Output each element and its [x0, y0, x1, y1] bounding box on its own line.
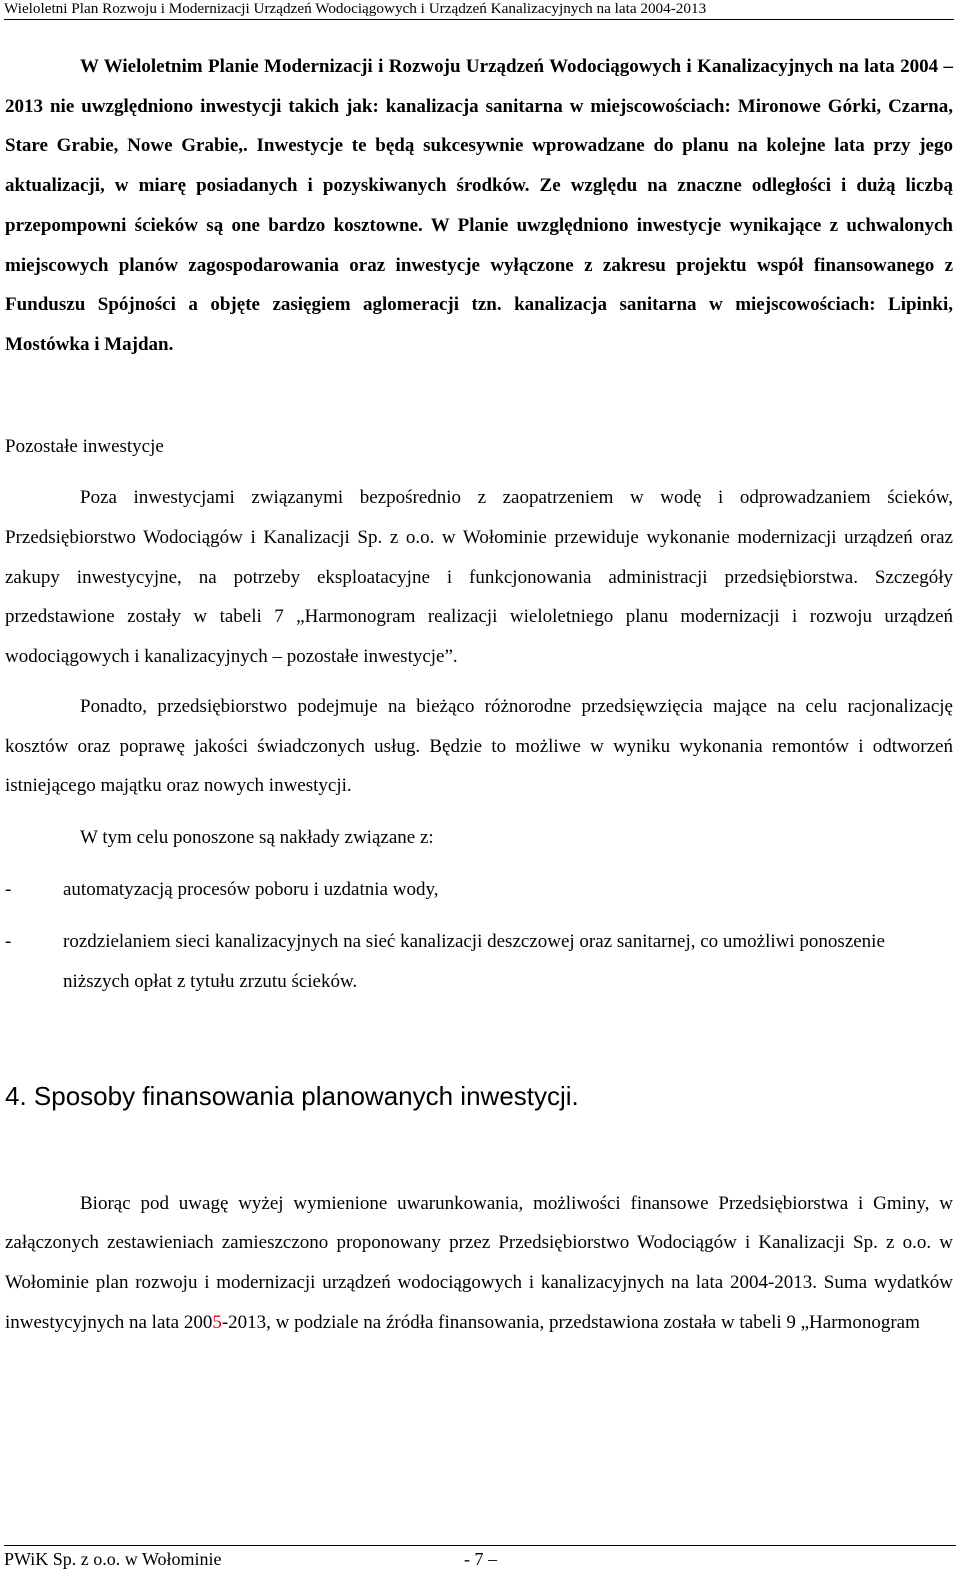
paragraph-cost-rationalization: Ponadto, przedsiębiorstwo podejmuje na bieżąco różnorodne przedsięwzięcia mające na celu racjonalizację kosztów oraz poprawę jakości świadczonych usług. Będzie to możliwe w wyniku wykonania remontów i odtworzeń istniejącego majątku oraz nowych inwestycji. [5, 695, 953, 797]
list-marker: - [5, 878, 12, 900]
footer-company: PWiK Sp. z o.o. w Wołominie [4, 1549, 222, 1569]
paragraph-excluded-investments: W Wieloletnim Planie Modernizacji i Rozwoju Urządzeń Wodociągowych i Kanalizacyjnych na lata 2004 – 2013 nie uwzględniono inwestycji takich jak: kanalizacja sanitarna w miejscowościach: Mironowe Górki, Czarna, Stare Grabie, Nowe Grabie,. Inwestycje te będą sukcesywnie wprowadzane do planu na kolejne lata przy jego aktualizacji, w miarę posiadanych i pozyskiwanych środków. Ze względu na znaczne odległości i dużą liczbą przepompowni ścieków są one bardzo kosztowne. W Planie uwzględniono inwestycje wynikające z uchwalonych miejscowych planów zagospodarowania oraz inwestycje wyłączone z zakresu projektu współ finansowanego z Funduszu Spójności a objęte zasięgiem aglomeracji tzn. kanalizacja sanitarna w miejscowościach: Lipinki, Mostówka i Majdan. [5, 56, 953, 355]
paragraph-financing [5, 1184, 953, 1343]
section-label-other-investments: Pozostałe inwestycje [5, 435, 164, 457]
page-footer [4, 1545, 956, 1569]
paragraph-other-investments: Poza inwestycjami związanymi bezpośrednio z zaopatrzeniem w wodę i odprowadzaniem ścieków, Przedsiębiorstwo Wodociągów i Kanalizacji Sp. z o.o. w Wołominie przewiduje wykonanie modernizacji urządzeń oraz zakupy inwestycyjne, na potrzeby eksploatacyjne i funkcjonowania administracji przedsiębiorstwa. Szczegóły przedstawione zostały w tabeli 7 „Harmonogram realizacji wieloletniego planu modernizacji i rozwoju urządzeń wodociągowych i kanalizacyjnych – pozostałe inwestycje”. [5, 487, 953, 668]
list-marker: - [5, 930, 12, 952]
list-item [5, 870, 953, 910]
page-number: - 7 – [464, 1549, 497, 1569]
running-header-title: Wieloletni Plan Rozwoju i Modernizacji Urządzeń Wodociągowych i Urządzeń Kanalizacyjnych na lata 2004-2013 [4, 0, 707, 17]
list-item-text: rozdzielaniem sieci kanalizacyjnych na sieć kanalizacji deszczowej oraz sanitarnej, co umożliwi ponoszenie niższych opłat z tytułu zrzutu ścieków. [63, 930, 885, 992]
running-header [4, 0, 954, 20]
paragraph-financing-text-end: -2013, w podziale na źródła finansowania, przedstawiona została w tabeli 9 „Harmonogram [221, 1311, 920, 1333]
page-content [5, 47, 953, 1342]
list-item-text: automatyzacją procesów poboru i uzdatnia wody, [63, 878, 439, 900]
section-heading-financing: 4. Sposoby finansowania planowanych inwestycji. [5, 1080, 579, 1111]
list-item [5, 922, 953, 1002]
paragraph-expenditures-intro: W tym celu ponoszone są nakłady związane z: [80, 826, 434, 848]
paragraph-financing-text: Biorąc pod uwagę wyżej wymienione uwarunkowania, możliwości finansowe Przedsiębiorstwa i Gminy, w załączonych zestawieniach zamieszczono proponowany przez Przedsiębiorstwo Wodociągów i Kanalizacji Sp. z o.o. w Wołominie plan rozwoju i modernizacji urządzeń wodociągowych i kanalizacyjnych na lata 2004-2013. Suma wydatków inwestycyjnych na lata 200 [5, 1192, 953, 1333]
highlighted-digit: 5 [212, 1311, 222, 1333]
